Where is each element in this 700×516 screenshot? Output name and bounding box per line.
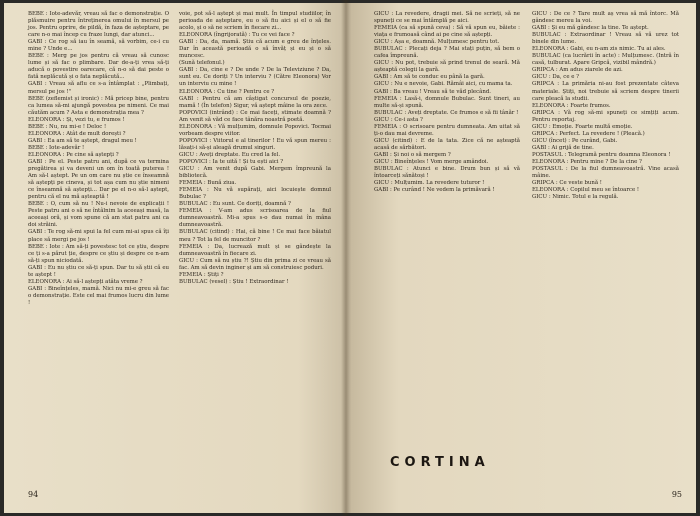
dialogue-paragraph: POSTASUL : De la fiul dumneavoastră. Vine acasă mâine. xyxy=(532,166,679,180)
dialogue-paragraph: FEMEIA (ca să spună ceva) : Să vă spun eu, băiete : viața e frumoasă când ai pe cine să aștepți. xyxy=(374,25,520,39)
dialogue-paragraph: GICU : Mulțumim. La revedere tuturor ! xyxy=(374,180,485,187)
dialogue-paragraph: BUBULAC (ca lucrării în acte) : Mulțumesc. (Intră în casă, tulburat. Apare Gripcă, vizibil mândră.) xyxy=(532,53,679,67)
dialogue-paragraph: BUBULAC : Extraordinar ! Vreau să vă urez tot binele din lume. xyxy=(532,32,679,46)
left-page-column-2 xyxy=(179,11,331,286)
dialogue-paragraph: GRIPCA : Vă rog să-mi spuneți ce simțiți acum. Pentru reportaj. xyxy=(532,109,679,123)
left-page-column-1 xyxy=(28,11,169,307)
dialogue-paragraph: ELEONORA : Copilul meu se întoarce ! xyxy=(532,187,640,194)
dialogue-paragraph: ELEONORA : Cu tine ? Pentru ce ? xyxy=(179,88,275,95)
dialogue-paragraph: FEMEIA : Nu vă supărați, aici locuiește domnul Bubulac ? xyxy=(179,187,331,201)
dialogue-paragraph: GICU : La revedere, dragii mei. Să ne scrieți, să ne spuneți ce se mai întâmplă pe aici. xyxy=(374,11,520,25)
dialogue-paragraph: BEBE : Iote-adevăr, vreau să fac o demonstrație. O plăsmuire pentru întreținerea omului în mersul pe jos. Pentru oprire, de pildă, în faza de așteptare, pe care n-o mai încep cu fraze lungi, dar atunci... xyxy=(28,11,169,39)
dialogue-paragraph: GRIPCA : Ce veste bună ! xyxy=(532,180,602,187)
dialogue-paragraph: FEMEIA : Bună ziua. xyxy=(179,180,237,187)
curtain-closing-line: CORTINA xyxy=(390,455,490,470)
dialogue-paragraph: GABI : Am să te conduc eu până la gară. xyxy=(374,74,485,81)
dialogue-paragraph: BUBULAC : Plecați deja ? Mai stați puțin, să bem o cafea împreună. xyxy=(374,46,520,60)
dialogue-paragraph: GABI : Eu nu știu ce să-ți spun. Dar tu să știi că eu te aștept ! xyxy=(28,264,169,278)
dialogue-paragraph: POPOVICI : Viitorul e al tinerilor ! Eu vă spun mereu : lăsați-i să-și aleagă drumul singuri. xyxy=(179,137,331,151)
dialogue-paragraph: GRIPCA : Am adus ziarele de azi. xyxy=(532,67,623,74)
dialogue-paragraph: BUBULAC : Eu sunt. Ce doriți, doamnă ? xyxy=(179,201,291,208)
dialogue-paragraph: BEBE : O, cum să nu ! Nu-i nevoie de explicații ! Peste patru ani o să ne întâlnim la aceeași masă, la aceeași oră, și vom spune că am stat patru ani ca doi străini. xyxy=(28,201,169,229)
dialogue-paragraph: GICU : Emoție. Foarte multă emoție. xyxy=(532,123,633,130)
dialogue-paragraph: ELEONORA : Atât de mult dorești ? xyxy=(28,130,126,137)
dialogue-paragraph: POPOVICI (intrând) : Ce mai faceți, stimate doamnă ? Am venit să văd ce face tânăra noastră poetă. xyxy=(179,109,331,123)
dialogue-paragraph: ELEONORA : Pe cine să aștepți ? xyxy=(28,151,119,158)
dialogue-paragraph: GRIPCA : La primăria ni-au fost prezentate câteva materiale. Știți, noi trebuie să scriem despre tinerii care pleacă la studii. xyxy=(532,81,679,102)
dialogue-paragraph: ELEONORA : Gabi, eu n-am zis nimic. Tu ai ales. xyxy=(532,46,666,53)
dialogue-paragraph: GICU : Așa e, doamnă. Mulțumesc pentru tot. xyxy=(374,39,500,46)
right-page-column-2 xyxy=(532,11,679,201)
dialogue-paragraph: GABI : Ce rog să iau în seamă, să vorbim, ce-i cu mine ? Unde e... xyxy=(28,39,169,53)
dialogue-paragraph: GABI : Ba vreau ! Vreau să te văd plecând. xyxy=(374,88,491,95)
dialogue-paragraph: GABI : Ai grijă de tine. xyxy=(532,144,594,151)
dialogue-paragraph: GABI : Pentru că am câștigat concursul de poezie, mamă ! (În telefon) Sigur, vă aștept mâine la ora zece. xyxy=(179,95,331,109)
dialogue-paragraph: ELEONORA (îngrijorată) : Tu ce vei face ? xyxy=(179,32,295,39)
dialogue-paragraph: BUBULAC (citind) : Hai, că bine ! Ce mai face băiatul meu ? Tot la fel de muncitor ? xyxy=(179,229,331,243)
dialogue-paragraph: ELEONORA : Pentru mine ? De la cine ? xyxy=(532,158,642,165)
dialogue-paragraph: FEMEIA : O scrisoare pentru dumneata. Am uitat să ți-o dau mai devreme. xyxy=(374,123,520,137)
dialogue-paragraph: GABI : Ea am să te aștept, dragul meu ! xyxy=(28,137,137,144)
dialogue-paragraph: GICU : Bineînțeles ! Vom merge amândoi. xyxy=(374,158,489,165)
dialogue-paragraph: GICU : Ce-i asta ? xyxy=(374,116,423,123)
dialogue-paragraph: FEMEIA : Știți ? xyxy=(179,271,224,278)
dialogue-paragraph: GABI : Te rog să-mi spui la fel cum mi-ai spus că îți place să mergi pe jos ! xyxy=(28,229,169,243)
dialogue-paragraph: GABI : Și noi o să mergem ? xyxy=(374,151,451,158)
right-page-column-1 xyxy=(374,11,520,194)
dialogue-paragraph: BUBULAC : Aveți dreptate. Ce frumos e să fii tânăr ! xyxy=(374,109,519,116)
right-page xyxy=(350,3,696,513)
dialogue-paragraph: GICU : Da, ce e ? xyxy=(532,74,580,81)
dialogue-paragraph: GABI : Pe curând ! Ne vedem la primăvară ! xyxy=(374,187,495,194)
dialogue-paragraph: GABI : Pe el. Peste patru ani, după ce va termina pregătirea și va deveni un om în toată puterea ! Am să-l aștept. Pe un om care nu știe ce înseamnă să aștepți pe cineva, și tot așa cum nu știe nimeni ce înseamnă să aștepți... Dar pe el n-o să-l aștept, pentru că el nu mă așteaptă ! xyxy=(28,158,169,201)
dialogue-paragraph: FEMEIA : Da, lucrează mult și se gândește la dumneavoastră în fiecare zi. xyxy=(179,243,331,257)
dialogue-paragraph: ELEONORA : Vă mulțumim, domnule Popovici. Tocmai vorbeam despre viitor. xyxy=(179,123,331,137)
left-page xyxy=(4,3,350,513)
dialogue-paragraph: BUBULAC : Atunci e bine. Drum bun și să vă întoarceți sănătoși ! xyxy=(374,166,520,180)
dialogue-paragraph: ELEONORA : Ai să-l aștepți atâta vreme ? xyxy=(28,278,143,285)
dialogue-paragraph: FEMEIA : Lasă-i, domnule Bubulac. Sunt tineri, au multe să-și spună. xyxy=(374,95,520,109)
dialogue-paragraph: FEMEIA : V-am adus scrisoarea de la fiul dumneavoastră. Mi-a spus s-o dau numai în mâna dumneavoastră. xyxy=(179,208,331,229)
right-page-number: 95 xyxy=(671,490,682,499)
dialogue-paragraph: POPOVICI : Ia te uită ! Și tu ești aici ? xyxy=(179,158,284,165)
dialogue-paragraph: GICU : Aveți dreptate. Eu cred la fel. xyxy=(179,151,281,158)
dialogue-paragraph: GRIPCA : Perfect. La revedere ! (Pleacă.) xyxy=(532,130,645,137)
dialogue-paragraph: GABI : Da, da, mamă. Știu că acum e greu de înțeles. Dar în această perioadă o să învăț și eu și o să muncesc. xyxy=(179,39,331,60)
dialogue-paragraph: GABI : Vreau să aflu ce s-a întâmplat : „Plimbați, mersul pe jos !" xyxy=(28,81,169,95)
left-page-number: 94 xyxy=(28,490,39,499)
dialogue-paragraph: BEBE (zeflemist și ironic) : Mă pricep bine, pentru ca lumea să-mi ajungă povestea pe nimeni. Ce mai căutăm acum ? Asta e demonstrația mea ? xyxy=(28,95,169,116)
dialogue-paragraph: POSTASUL : Telegramă pentru doamna Eleonora ! xyxy=(532,151,671,158)
dialogue-paragraph: GABI : Și eu mă gândesc la tine. Te aștept. xyxy=(532,25,649,32)
dialogue-paragraph: GICU : De ce ? Tare mult aș vrea să mă întorc. Mă gândesc mereu la voi. xyxy=(532,11,679,25)
dialogue-paragraph: GICU : Am venit după Gabi. Mergem împreună la bibliotecă. xyxy=(179,166,331,180)
dialogue-paragraph: GICU (încet) : Pe curând, Gabi. xyxy=(532,137,618,144)
dialogue-paragraph: BUBULAC (vesel) : Știu ! Extraordinar ! xyxy=(179,278,289,285)
dialogue-paragraph: GABI : Bineînțeles, mamă. Nici nu mi-e greu să fac o demonstrație. Este cel mai frumos lucru din lume ! xyxy=(28,285,169,306)
dialogue-paragraph: GICU : Cum să nu știu ?! Știu din prima zi ce vreau să fac. Am să devin inginer și am să construiesc poduri. xyxy=(179,257,331,271)
dialogue-paragraph: ELEONORA : Și, vezi tu, e frumos ! xyxy=(28,116,125,123)
dialogue-paragraph: ELEONORA : Foarte frumos. xyxy=(532,102,611,109)
dialogue-paragraph: (Sună telefonul.) xyxy=(179,60,225,67)
dialogue-paragraph: GABI : Da, cine e ? De unde ? De la Televiziune ? Da, sunt eu. Ce doriți ? Un interviu ? (Către Eleonora) Vor un interviu cu mine ! xyxy=(179,67,331,88)
dialogue-paragraph: BEBE : Iote-adevăr ! xyxy=(28,144,85,151)
dialogue-paragraph: GICU : Nimic. Totul e la regulă. xyxy=(532,194,619,201)
dialogue-paragraph: GICU : Nu pot, trebuie să prind trenul de seară. Mă așteaptă colegii la gară. xyxy=(374,60,520,74)
book-gutter xyxy=(341,0,351,516)
dialogue-paragraph: BEBE : Nu, nu mi-e ! Deloc ! xyxy=(28,123,107,130)
dialogue-paragraph: voie, pot să-l aștept și mai mult. În timpul studiilor, în perioada de așteptare, eu o să fiu aici și el o să fie acolo, și o să ne scriem în fiecare zi... xyxy=(179,11,331,32)
dialogue-paragraph: GICU (citind) : E de la tata. Zice că ne așteaptă acasă de sărbători. xyxy=(374,137,520,151)
dialogue-paragraph: BEBE : Iote : Am să-ți povestesc tot ce știu, despre ce ți s-a părut ție, despre ce știu și despre ce n-am să-ți spun niciodată. xyxy=(28,243,169,264)
dialogue-paragraph: GICU : Nu e nevoie, Gabi. Rămâi aici, cu mama ta. xyxy=(374,81,513,88)
dialogue-paragraph: BEBE : Merg pe jos pentru că vreau să cunosc lume și să fac o plimbare. Dar de-a-ți vrea să-ți aducă o povestire oarecare, că n-o să dai peste o fată neplăcută și o fata neplăcută... xyxy=(28,53,169,81)
